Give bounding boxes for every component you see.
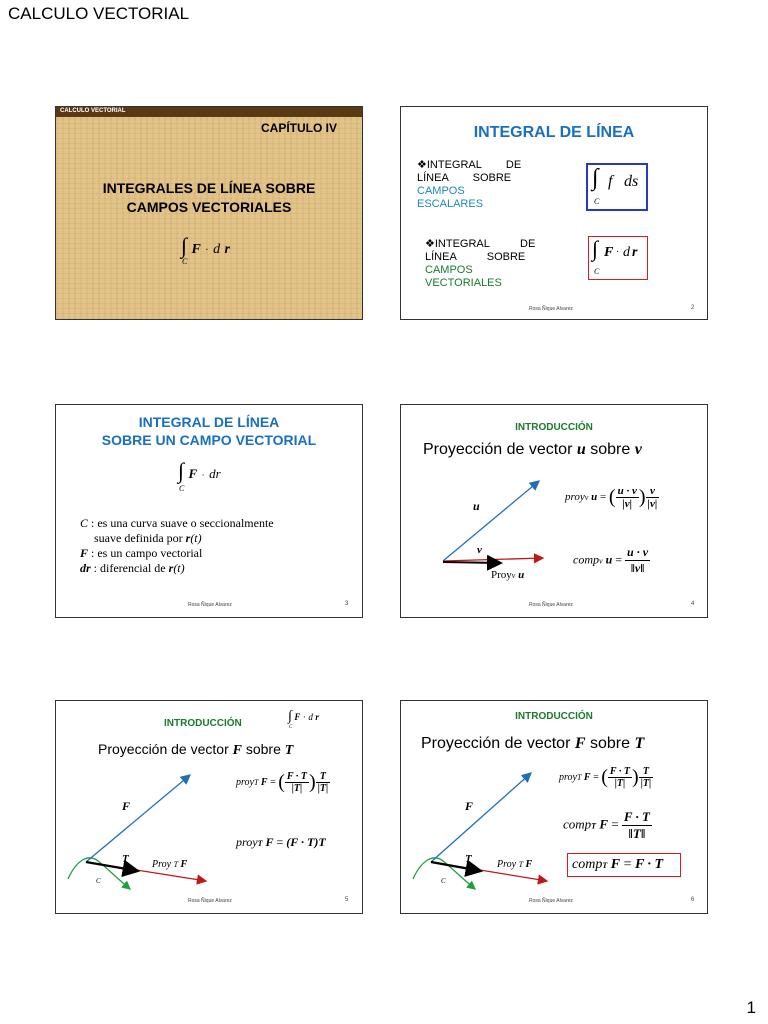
denominator: |T| <box>317 783 329 794</box>
integral-sign-icon: ∫ <box>592 236 599 261</box>
definition-F <box>80 546 274 561</box>
symbol-C: C <box>179 484 185 493</box>
symbol-d: d <box>213 242 221 257</box>
equals-sign: = <box>599 491 607 504</box>
fraction <box>646 485 660 510</box>
symbol-F: F <box>191 242 201 257</box>
definitions <box>80 516 274 576</box>
text-comp: comp <box>572 857 603 872</box>
symbol-dot: · <box>201 470 205 480</box>
integral-sign-icon: ∫ <box>592 165 599 191</box>
label-T: T <box>465 853 472 865</box>
symbol-u: u <box>518 569 525 581</box>
banner-text: CALCULO VECTORIAL <box>60 108 126 114</box>
symbol-F: F <box>80 546 89 560</box>
symbol-u: u <box>576 441 586 458</box>
symbol-C: C <box>289 725 293 730</box>
fraction <box>285 771 309 794</box>
label-projection <box>491 569 524 581</box>
symbol-d: d <box>308 712 313 722</box>
label-T: T <box>122 853 129 865</box>
vector-diagram <box>56 701 362 913</box>
integral-sign-icon: ∫ <box>288 709 292 724</box>
symbol-F: F <box>294 712 301 722</box>
slide-2 <box>400 106 708 320</box>
vector-diagram <box>401 405 707 617</box>
symbol-r: r <box>185 531 191 545</box>
title-line-1: INTEGRAL DE LÍNEA <box>138 414 280 430</box>
paren-right-icon: ) <box>309 771 316 793</box>
slide-1 <box>55 106 363 320</box>
item-line: CAMPOS <box>425 264 473 276</box>
label-u: u <box>473 499 480 513</box>
equals-sign: = <box>611 816 619 832</box>
symbol-f: f <box>608 173 613 190</box>
title-line-2: CAMPOS VECTORIALES <box>126 199 292 215</box>
fraction <box>625 545 650 576</box>
symbol-C: C <box>80 516 89 530</box>
symbol-F: F <box>525 859 533 870</box>
numerator: u · v <box>617 485 637 497</box>
text-comp: comp <box>573 552 599 567</box>
slide-heading: INTRODUCCIÓN <box>164 718 242 729</box>
vector-T-arrow <box>431 862 481 871</box>
denominator: |T| <box>640 778 652 789</box>
symbol-r: r <box>315 712 319 722</box>
title-text: Proyección de vector <box>98 741 233 757</box>
symbol-F: F <box>265 835 274 849</box>
title-text: sobre <box>241 741 285 757</box>
footer-slide-number: 2 <box>691 305 695 311</box>
denominator: |v| <box>622 498 633 510</box>
title-line-1: INTEGRALES DE LÍNEA SOBRE <box>102 180 316 196</box>
numerator: F · T <box>623 809 650 824</box>
symbol-F: F <box>574 735 586 752</box>
title-text: Proyección de vector <box>421 735 575 752</box>
formula-rhs: F · T <box>634 857 664 872</box>
symbol-T: T <box>284 743 294 758</box>
formula-proy <box>565 485 659 510</box>
item-line: ❖INTEGRAL DE <box>425 238 536 250</box>
vector-v-arrow <box>443 558 543 561</box>
symbol-C: C <box>594 267 600 276</box>
symbol-dot: · <box>205 245 209 256</box>
text-comp: comp <box>563 816 592 832</box>
denominator: |T| <box>614 778 626 789</box>
label-F: F <box>122 799 131 813</box>
fraction <box>622 809 652 842</box>
subscript: T <box>518 860 524 869</box>
subscript: T <box>591 821 597 831</box>
footer-slide-number: 3 <box>345 601 349 607</box>
definition-text: : es una curva suave o seccionalmente <box>88 516 274 530</box>
fraction <box>608 766 632 789</box>
fraction <box>316 771 331 794</box>
denominator: ‖T‖ <box>628 826 646 841</box>
slide-4 <box>400 404 708 618</box>
chapter-label: CAPÍTULO IV <box>261 121 338 135</box>
vector-u-arrow <box>443 481 539 561</box>
symbol-v: v <box>634 441 642 458</box>
footer-slide-number: 6 <box>691 897 695 903</box>
projection-arrow <box>443 562 501 563</box>
fraction <box>639 766 654 789</box>
definition-text: : diferencial de <box>90 561 169 575</box>
label-projection <box>152 859 187 870</box>
symbol-r: r <box>168 561 174 575</box>
formula-comp <box>573 545 650 576</box>
symbol-F: F <box>260 776 268 788</box>
subscript: v <box>511 571 516 580</box>
vector-T-arrow <box>86 862 138 871</box>
slide-3 <box>55 404 363 618</box>
item-line: VECTORIALES <box>425 277 502 289</box>
numerator: T <box>639 766 654 778</box>
symbol-F: F <box>232 743 242 758</box>
equals-sign: = <box>276 835 284 849</box>
equals-sign: = <box>593 771 599 783</box>
vector-F-arrow <box>431 773 531 862</box>
symbol-C: C <box>182 257 188 266</box>
denominator: ‖v‖ <box>630 561 645 575</box>
formula-proy <box>236 771 330 794</box>
formula-proy <box>559 766 653 789</box>
item-line: ❖INTEGRAL DE <box>417 159 522 171</box>
symbol-dr: dr <box>80 561 91 575</box>
equals-sign: = <box>615 552 623 567</box>
symbol-F: F <box>583 771 591 783</box>
slide-title <box>56 179 362 217</box>
footer-author: Rosa Ñique Alvarez <box>529 602 573 608</box>
equals-sign: = <box>270 776 276 788</box>
label-text: Proy <box>152 859 172 870</box>
definition-dr <box>80 561 274 576</box>
denominator: |T| <box>291 783 303 794</box>
label-text: Proy <box>491 569 512 581</box>
symbol-t: (t) <box>190 531 202 545</box>
integral-sign-icon: ∫ <box>181 233 188 258</box>
definition-C-cont <box>80 531 274 546</box>
footer-slide-number: 5 <box>345 897 349 903</box>
fraction <box>616 485 639 510</box>
item-scalar <box>417 159 521 211</box>
paren-right-icon: ) <box>632 766 639 788</box>
label-C: C <box>441 877 446 885</box>
subscript: v <box>584 493 589 503</box>
paren-left-icon: ( <box>601 766 608 788</box>
slide-6 <box>400 700 708 914</box>
numerator: F · T <box>286 771 308 782</box>
formula-box-blue <box>586 163 648 211</box>
page-number: 1 <box>746 998 756 1017</box>
numerator: v <box>646 485 660 498</box>
item-line: ESCALARES <box>417 198 484 210</box>
symbol-t: (t) <box>173 561 185 575</box>
paren-left-icon: ( <box>608 486 616 508</box>
label-F: F <box>465 799 474 813</box>
formula-box-red <box>588 236 648 280</box>
slide-title: INTEGRAL DE LÍNEA <box>473 124 635 141</box>
definition-C <box>80 516 274 531</box>
definition-text: suave definida por <box>94 531 186 545</box>
formula-proy-simplified <box>236 835 326 850</box>
item-line: LÍNEA SOBRE <box>417 172 512 184</box>
symbol-C: C <box>594 197 600 206</box>
footer-author: Rosa Ñique Alvarez <box>188 602 232 608</box>
subscript: T <box>253 777 259 787</box>
text-proy: proy <box>565 491 585 504</box>
formula-comp <box>563 809 652 842</box>
document-header: CALCULO VECTORIAL <box>8 4 190 23</box>
paren-right-icon: ) <box>638 486 646 508</box>
symbol-F: F <box>604 245 614 260</box>
vector-diagram <box>401 701 707 913</box>
subscript: T <box>257 839 263 848</box>
symbol-d: d <box>623 245 630 260</box>
label-text: Proy <box>497 859 517 870</box>
title-text: sobre <box>585 441 635 458</box>
vector-F-arrow <box>86 775 190 862</box>
item-line: CAMPOS <box>417 185 465 197</box>
symbol-r: r <box>632 245 638 260</box>
formula-box-red <box>567 853 681 877</box>
slide-5 <box>55 700 363 914</box>
title-line-2: SOBRE UN CAMPO VECTORIAL <box>101 432 317 448</box>
symbol-u: u <box>605 552 613 567</box>
symbol-F: F <box>599 816 608 832</box>
symbol-u: u <box>591 491 598 504</box>
symbol-dot: · <box>616 247 620 258</box>
footer-author: Rosa Ñique Alvarez <box>188 898 232 904</box>
subscript: T <box>173 860 179 869</box>
label-v: v <box>477 544 482 556</box>
equals-sign: = <box>623 857 632 872</box>
item-vector <box>425 238 535 290</box>
slide-heading: INTRODUCCIÓN <box>515 422 593 433</box>
footer-author: Rosa Ñique Alvarez <box>529 898 573 904</box>
symbol-F: F <box>610 857 621 872</box>
numerator: T <box>316 771 331 783</box>
subscript: T <box>576 772 582 782</box>
item-line: LÍNEA SOBRE <box>425 251 526 263</box>
paren-left-icon: ( <box>278 771 285 793</box>
subscript: T <box>602 861 608 870</box>
subscript: v <box>599 556 603 566</box>
footer-author: Rosa Ñique Alvarez <box>529 306 573 312</box>
symbol-T: T <box>634 735 645 752</box>
integral-sign-icon: ∫ <box>178 458 185 483</box>
numerator: F · T <box>609 766 631 777</box>
text-proy: proy <box>236 835 258 849</box>
integral-formula <box>178 458 221 493</box>
denominator: |v| <box>647 498 658 510</box>
symbol-F: F <box>188 466 198 481</box>
integral-formula <box>181 233 230 266</box>
title-text: sobre <box>585 735 635 752</box>
label-C: C <box>96 877 101 885</box>
symbol-dot: · <box>302 712 306 722</box>
symbol-F: F <box>180 859 188 870</box>
text-proy: proy <box>236 776 254 788</box>
symbol-dr: dr <box>209 466 221 481</box>
title-text: Proyección de vector <box>423 441 577 458</box>
footer-slide-number: 4 <box>691 601 695 607</box>
numerator: u · v <box>627 545 649 559</box>
label-projection <box>497 859 532 870</box>
formula-rhs: (F · T)T <box>286 835 326 849</box>
slide-heading: INTRODUCCIÓN <box>515 711 593 722</box>
definition-text: : es un campo vectorial <box>88 546 203 560</box>
text-proy: proy <box>559 771 577 783</box>
symbol-r: r <box>224 242 230 257</box>
symbol-ds: ds <box>624 173 639 190</box>
slide-title <box>56 413 362 449</box>
